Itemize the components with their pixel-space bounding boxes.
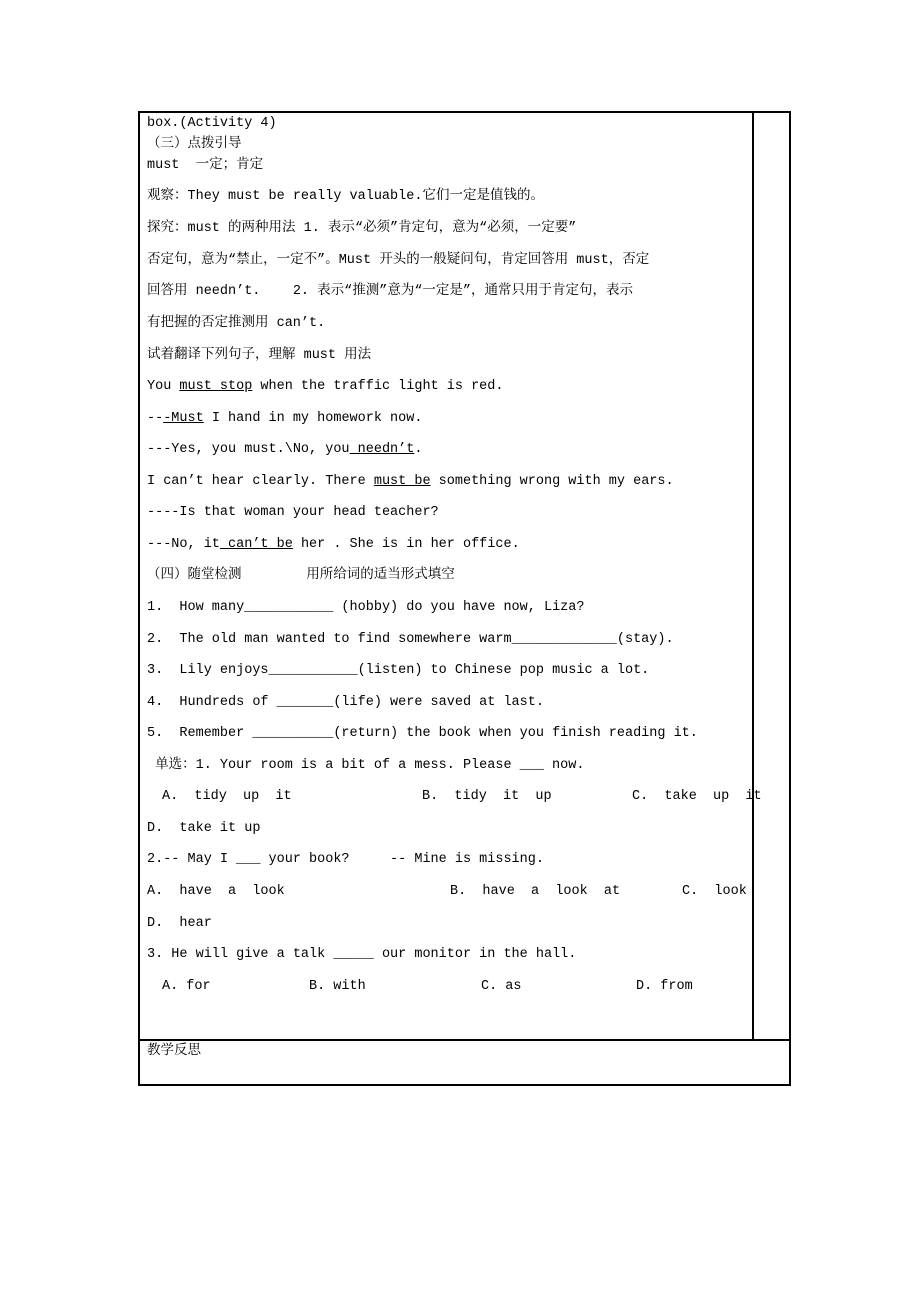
option-text: B. tidy it up [422, 789, 552, 804]
text-line [147, 316, 325, 332]
text-segment: . [414, 442, 423, 457]
text-segment: D. take it up [147, 821, 261, 836]
underlined-text: needn’t [349, 442, 415, 457]
text-segment: You [147, 379, 180, 394]
text-line [147, 474, 674, 490]
text-line [147, 505, 439, 521]
text-segment: something wrong with my ears. [430, 474, 674, 489]
text-line [147, 137, 242, 153]
option-text: B. have a look at [450, 884, 621, 899]
text-segment: （四）随堂检测 用所给词的适当形式填空 [147, 568, 455, 583]
text-segment: I can’t hear clearly. There [147, 474, 374, 489]
reflection-label: 教学反思 [147, 1044, 201, 1059]
text-segment: ---Yes, you must.\No, you [147, 442, 350, 457]
text-segment: -- [147, 411, 164, 426]
text-segment: must 一定；肯定 [147, 158, 264, 173]
underlined-text: must stop [179, 379, 253, 394]
text-line [147, 916, 212, 932]
text-line [147, 600, 584, 616]
row-divider [138, 1039, 790, 1041]
text-line [147, 442, 422, 458]
text-line [147, 726, 698, 742]
text-segment: I hand in my homework now. [203, 411, 423, 426]
text-segment: D. hear [147, 916, 212, 931]
text-line [147, 189, 544, 205]
text-segment: 探究：must 的两种用法 1. 表示“必须”肯定句，意为“必须，一定要” [147, 221, 577, 236]
text-segment: her . She is in her office. [292, 537, 520, 552]
option-text: C. as [481, 979, 522, 994]
text-segment: 有把握的否定推测用 can’t. [147, 316, 326, 331]
text-line [147, 695, 544, 711]
text-segment: box.(Activity 4) [147, 116, 277, 131]
text-segment: ----Is that woman your head teacher? [147, 505, 439, 520]
text-line [147, 411, 422, 427]
text-segment: 3. He will give a talk _____ our monitor in the hall. [147, 947, 577, 962]
text-line [147, 379, 503, 395]
option-text: B. with [309, 979, 366, 994]
underlined-text: must be [373, 474, 431, 489]
text-line [147, 116, 277, 132]
option-text: C. take up it [632, 789, 762, 804]
text-segment: when the traffic light is red. [252, 379, 504, 394]
option-text: A. have a look [147, 884, 285, 899]
text-line [147, 947, 576, 963]
text-segment: 1. How many___________ (hobby) do you have now, Liza? [147, 600, 585, 615]
option-text: D. from [636, 979, 693, 994]
text-line [147, 253, 649, 269]
text-line [147, 348, 371, 364]
text-segment: ---No, it [147, 537, 220, 552]
column-divider [752, 111, 754, 1041]
underlined-text: -Must [163, 411, 204, 426]
text-line [147, 568, 455, 584]
text-line [147, 852, 544, 868]
text-segment: 5. Remember __________(return) the book when you finish reading it. [147, 726, 698, 741]
underlined-text: can’t be [219, 537, 293, 552]
text-segment: 试着翻译下列句子，理解 must 用法 [147, 348, 372, 363]
text-line [147, 758, 584, 774]
text-segment: 2. The old man wanted to find somewhere warm_____________(stay). [147, 632, 674, 647]
text-segment: （三）点拨引导 [147, 137, 242, 152]
text-line [147, 537, 520, 553]
text-line [147, 821, 260, 837]
text-segment: 否定句，意为“禁止，一定不”。Must 开头的一般疑问句，肯定回答用 must，否定 [147, 253, 650, 268]
text-line [147, 284, 633, 300]
text-segment: 4. Hundreds of _______(life) were saved at last. [147, 695, 544, 710]
option-text: A. for [162, 979, 211, 994]
text-segment: 2.-- May I ___ your book? -- Mine is missing. [147, 852, 544, 867]
option-text: C. look [682, 884, 747, 899]
text-segment: 观察：They must be really valuable.它们一定是值钱的。 [147, 189, 544, 204]
option-text: A. tidy up it [162, 789, 292, 804]
text-segment: 单选：1. Your room is a bit of a mess. Please ___ now. [147, 758, 585, 773]
text-segment: 回答用 needn’t. 2. 表示“推测”意为“一定是”，通常只用于肯定句，表示 [147, 284, 634, 299]
text-line [147, 158, 263, 174]
text-line [147, 632, 674, 648]
text-line [147, 221, 576, 237]
text-line [147, 663, 649, 679]
text-segment: 3. Lily enjoys___________(listen) to Chinese pop music a lot. [147, 663, 650, 678]
